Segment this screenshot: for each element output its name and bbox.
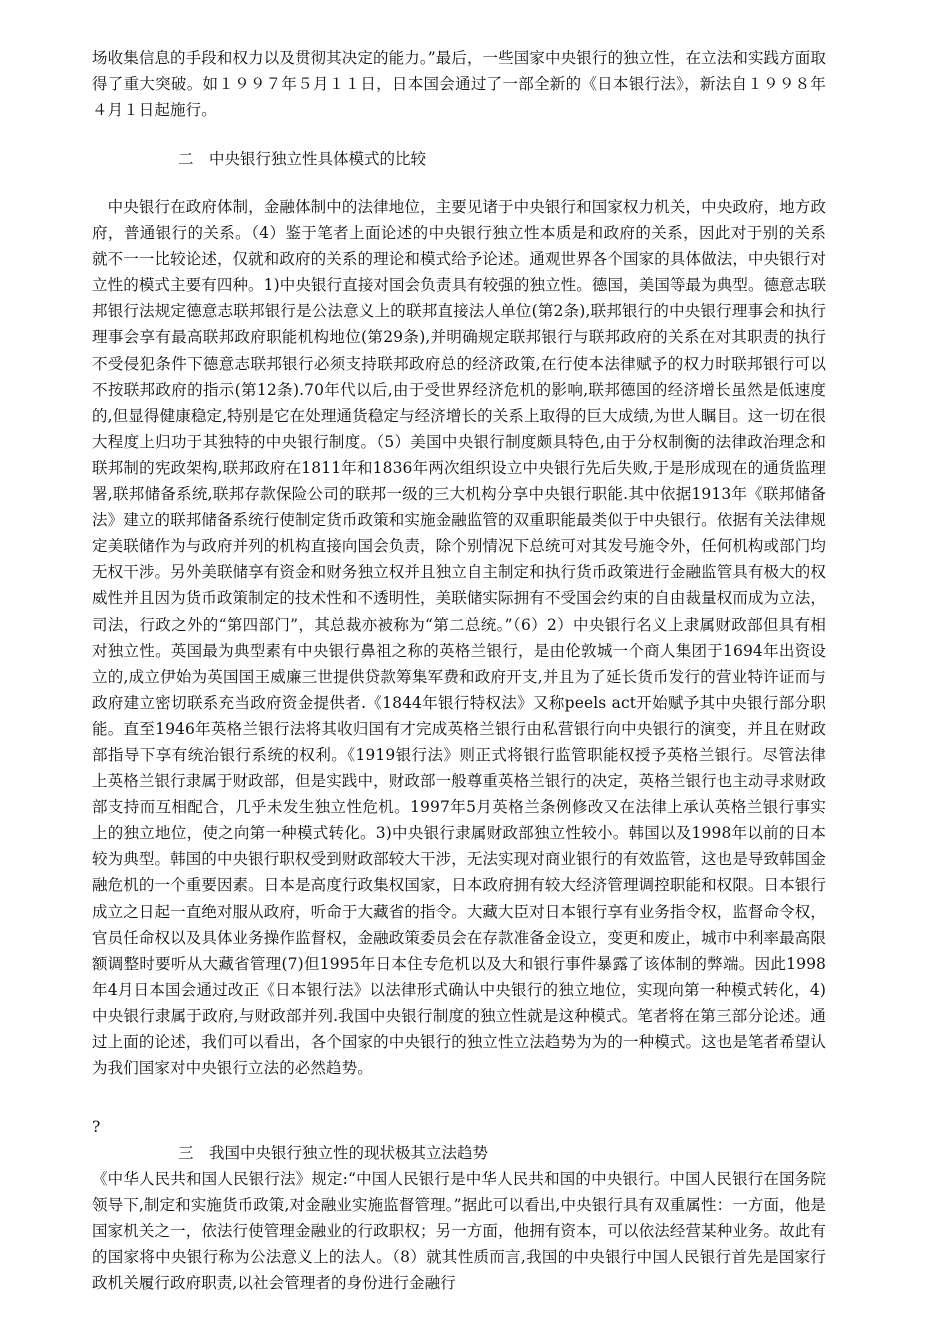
stray-mark: ? bbox=[92, 1118, 101, 1136]
paragraph-models-comparison: 中央银行在政府体制，金融体制中的法律地位，主要见诸于中央银行和国家权力机关，中央政府，地方政府，普通银行的关系。（4）鉴于笔者上面论述的中央银行独立性本质是和政府的关系，因此对于别的关系就不一一比较论述，仅就和政府的关系的理论和模式给予论述。通观世界各个国家的具体做法，中央银行对立性的模式主要有四种。1)中央银行直接对国会负责具有较强的独立性。德国，美国等最为典型。德意志联邦银行法规定德意志联邦银行是公法意义上的联邦直接法人单位(第2条),联邦银行的中央银行理事会和执行理事会享有最高联邦政府职能机构地位(第29条),并明确规定联邦银行与联邦政府的关系在对其职责的执行不受侵犯条件下德意志联邦银行必须支持联邦政府总的经济政策,在行使本法律赋予的权力时联邦银行可以不按联邦政府的指示(第12条).70年代以后,由于受世界经济危机的影响,联邦德国的经济增长虽然是低速度的,但显得健康稳定,特别是它在处理通货稳定与经济增长的关系上取得的巨大成绩,为世人瞩目。这一切在很大程度上归功于其独特的中央银行制度。（5）美国中央银行制度颇具特色,由于分权制衡的法律政治理念和联邦制的宪政架构,联邦政府在1811年和1836年两次组织设立中央银行先后失败,于是形成现在的通货监理署,联邦储备系统,联邦存款保险公司的联邦一级的三大机构分享中央银行职能.其中依据1913年《联邦储备法》建立的联邦储备系统行使制定货币政策和实施金融监管的双重职能最类似于中央银行。依据有关法律规定美联储作为与政府并列的机构直接向国会负责，除个别情况下总统可对其发号施令外，任何机构或部门均无权干涉。另外美联储享有资金和财务独立权并且独立自主制定和执行货币政策进行金融监管具有极大的权威性并且因为货币政策制定的技术性和不透明性，美联储实际拥有不受国会约束的自由裁量权而成为立法，司法，行政之外的“第四部门”，其总裁亦被称为“第二总统。”（6）2）中央银行名义上隶属财政部但具有相对独立性。英国最为典型素有中央银行鼻祖之称的英格兰银行，是由伦敦城一个商人集团于1694年出资设立的,成立伊始为英国国王威廉三世提供贷款筹集军费和政府开支,并且为了延长货币发行的营业特许证而与政府建立密切联系充当政府资金提供者.《1844年银行特权法》又称peels act开始赋予其中央银行部分职能。直至1946年英格兰银行法将其收归国有才完成英格兰银行由私营银行向中央银行的演变，并且在财政部指导下享有统治银行系统的权利。《1919银行法》则正式将银行监管职能权授予英格兰银行。尽管法律上英格兰银行隶属于财政部，但是实践中，财政部一般尊重英格兰银行的决定，英格兰银行也主动寻求财政部支持而互相配合，几乎未发生独立性危机。1997年5月英格兰条例修改又在法律上承认英格兰银行事实上的独立地位，使之向第一种模式转化。3)中央银行隶属财政部独立性较小。韩国以及1998年以前的日本较为典型。韩国的中央银行职权受到财政部较大干涉，无法实现对商业银行的有效监管，这也是导致韩国金融危机的一个重要因素。日本是高度行政集权国家，日本政府拥有较大经济管理调控职能和权限。日本银行成立之日起一直绝对服从政府，听命于大藏省的指令。大藏大臣对日本银行享有业务指令权，监督命令权，官员任命权以及具体业务操作监督权，金融政策委员会在存款准备金设立，变更和废止，城市中利率最高限额调整时要听从大藏省管理(7)但1995年日本住专危机以及大和银行事件暴露了该体制的弊端。因此1998年4月日本国会通过改正《日本银行法》以法律形式确认中央银行的独立地位，实现向第一种模式转化，4)中央银行隶属于政府,与财政部并列.我国中央银行制度的独立性就是这种模式。笔者将在第三部分论述。通过上面的论述，我们可以看出，各个国家的中央银行的独立性立法趋势为为的一种模式。这也是笔者希望认为我们国家对中央银行立法的必然趋势。 bbox=[92, 198, 826, 1078]
section-heading-3: 三 我国中央银行独立性的现状极其立法趋势 bbox=[178, 1144, 489, 1162]
paragraph-current-status: 《中华人民共和国人民银行法》规定:“中国人民银行是中华人民共和国的中央银行。中国人民银行在国务院领导下,制定和实施货币政策,对金融业实施监督管理。”据此可以看出,中央银行具有双重属性：一方面，他是国家机关之一，依法行使管理金融业的行政职权；另一方面，他拥有资本，可以依法经营某种业务。故此有的国家将中央银行称为公法意义上的法人。（8）就其性质而言,我国的中央银行中国人民银行首先是国家行政机关履行政府职责,以社会管理者的身份进行金融行 bbox=[92, 1170, 826, 1293]
paragraph-intro: 场收集信息的手段和权力以及贯彻其决定的能力。”最后，一些国家中央银行的独立性，在立法和实践方面取得了重大突破。如１９９７年５月１１日，日本国会通过了一部全新的《日本银行法》，新法自１９９８年４月１日起施行。 bbox=[92, 49, 826, 120]
section-heading-2: 二 中央银行独立性具体模式的比较 bbox=[178, 150, 427, 168]
